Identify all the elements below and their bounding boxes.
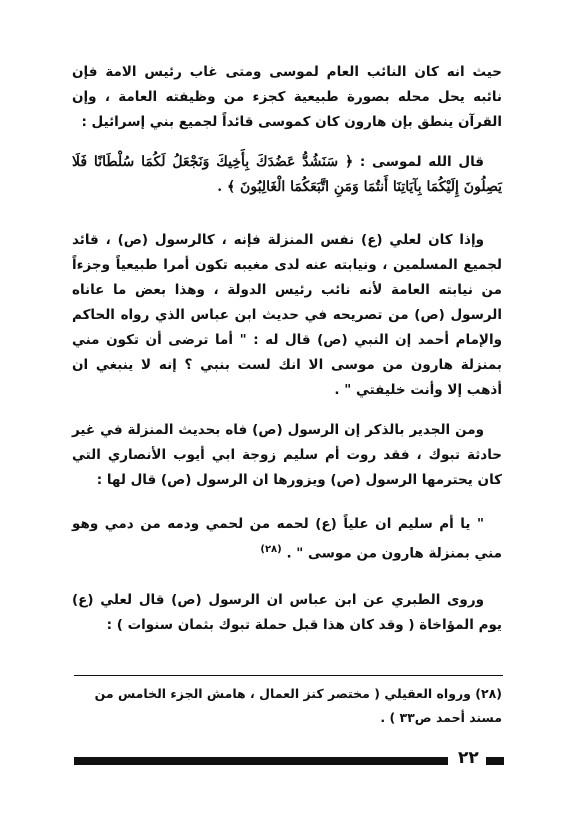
footnote-reference: (٢٨) (260, 544, 282, 555)
paragraph-4: ومن الجدير بالذكر إن الرسول (ص) فاه بحديث المنزلة في غير حادثة تبوك ، فقد روت أم سليم زوجة ابي أيوب الأنصاري التي كان يحترمها الرسول (ص) ويزورها ان الرسول (ص) قال لها : (72, 422, 502, 488)
bottom-rule (74, 757, 448, 765)
paragraph-3: وإذا كان لعلي (ع) نفس المنزلة فإنه ، كالرسول (ص) ، قائد لجميع المسلمين ، ونيابته عنه لدى مغيبه تكون أمرا طبيعياً وجزءاً من نيابته العامة لأنه نائب رئيس الدولة ، وهذا بعض ما عاناه الرسول (ص) من تصريحه في حديث ابن عباس الذي رواه الحاكم والإمام أحمد إن النبي (ص) قال له : " أما ترضى أن تكون مني بمنزلة هارون من موسى الا انك لست بنبي ؟ إنه لا ينبغي ان أذهب إلا وأنت خليفتي " . (72, 232, 502, 398)
page-number: ٢٢ (458, 748, 479, 768)
paragraph-5 (72, 512, 502, 567)
paragraph-5-text: " يا أم سليم ان علياً (ع) لحمه من لحمي ودمه من دمي وهو مني بمنزلة هارون من موسى " . (72, 516, 502, 562)
paragraph-2 (72, 150, 502, 200)
bottom-rule-end (486, 757, 504, 765)
footnote: (٢٨) ورواه العقيلي ( مختصر كنز العمال ، هامش الجزء الخامس من مسند أحمد ص٣٣ ) . (94, 686, 502, 725)
paragraph-2-intro: قال الله لموسى : (353, 154, 484, 170)
quran-verse: ﴿ سَنَشُدُّ عَضُدَكَ بِأَخِيكَ وَنَجْعَلُ لَكُمَا سُلْطَانًا فَلَا يَصِلُونَ إِلَيْكُمَا بِآيَاتِنَا أَنتُمَا وَمَنِ اتَّبَعَكُمَا الْغَالِبُونَ ﴾ . (72, 154, 502, 195)
paragraph-1: حيث انه كان النائب العام لموسى ومتى غاب رئيس الامة فإن نائبه يحل محله بصورة طبيعية كجزء من وظيفته العامة ، وإن القرآن ينطق بإن هارون كان كموسى قائداً لجميع بني إسرائيل : (72, 64, 502, 130)
paragraph-6: وروى الطبري عن ابن عباس ان الرسول (ص) قال لعلي (ع) يوم المؤاخاة ( وقد كان هذا قبل حملة تبوك بثمان سنوات ) : (72, 592, 502, 633)
footnote-divider (74, 675, 503, 676)
